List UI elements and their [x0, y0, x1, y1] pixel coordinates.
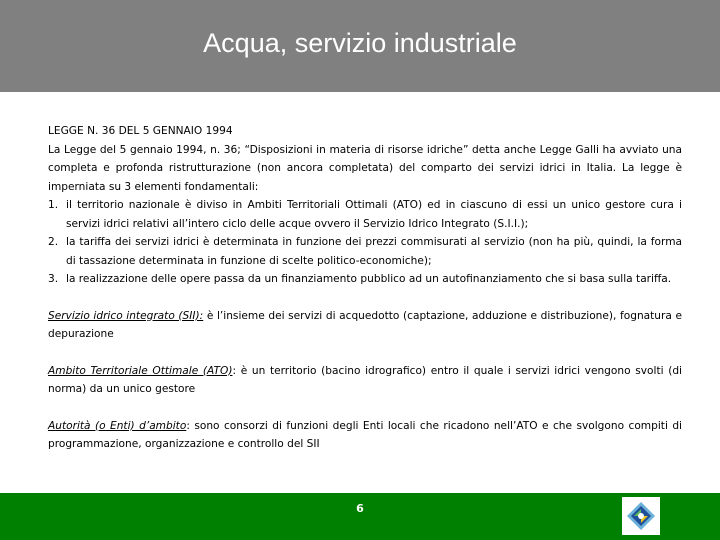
list-item-text: la realizzazione delle opere passa da un finanziamento pubblico ad un autofinanziamento che si basa sulla tariffa. — [66, 273, 672, 285]
law-title: LEGGE N. 36 DEL 5 GENNAIO 1994 — [48, 125, 233, 137]
definition-sii — [48, 307, 682, 344]
list-item — [48, 270, 682, 289]
list-item — [48, 196, 682, 233]
definition-term: Servizio idrico integrato (SII): — [48, 309, 204, 322]
slide-content — [48, 122, 682, 454]
definition-ato — [48, 362, 682, 399]
definition-text: è l’insieme dei servizi di acquedotto (captazione, adduzione e distribuzione), fognatura e depurazione — [48, 309, 682, 340]
definition-term: Autorità (o Enti) d’ambito — [48, 419, 187, 432]
slide-footer — [0, 493, 720, 540]
list-item-number: 3. — [48, 273, 59, 285]
law-points-list — [48, 196, 682, 289]
definition-autorita — [48, 417, 682, 454]
logo-icon — [622, 497, 660, 535]
list-item-text: il territorio nazionale è diviso in Ambiti Territoriali Ottimali (ATO) ed in ciascuno di essi un unico gestore cura i servizi idrici relativi all’intero ciclo delle acque ovvero il Servizio Idrico Integrato (S.I.I.); — [66, 199, 682, 230]
definition-text: : sono consorzi di funzioni degli Enti locali che ricadono nell’ATO e che svolgono compiti di programmazione, organizzazione e controllo del SII — [48, 419, 682, 450]
list-item-number: 1. — [48, 199, 59, 211]
list-item-number: 2. — [48, 236, 59, 248]
definition-term: Ambito Territoriale Ottimale (ATO) — [48, 364, 233, 377]
definition-text: : è un territorio (bacino idrografico) entro il quale i servizi idrici vengono svolti (di norma) da un unico gestore — [48, 364, 682, 395]
list-item-text: la tariffa dei servizi idrici è determinata in funzione dei prezzi commisurati al servizio (non ha più, quindi, la forma di tassazione determinata in funzione di scelte politico-economiche); — [66, 236, 682, 267]
slide-header — [0, 0, 720, 92]
list-item — [48, 233, 682, 270]
page-number: 6 — [356, 502, 364, 515]
law-intro: La Legge del 5 gennaio 1994, n. 36; “Disposizioni in materia di risorse idriche” detta anche Legge Galli ha avviato una completa e profonda ristrutturazione (non ancora completata) del comparto dei servizi idrici in Italia. La legge è imperniata su 3 elementi fondamentali: — [48, 143, 682, 193]
slide-title: Acqua, servizio industriale — [203, 28, 517, 58]
